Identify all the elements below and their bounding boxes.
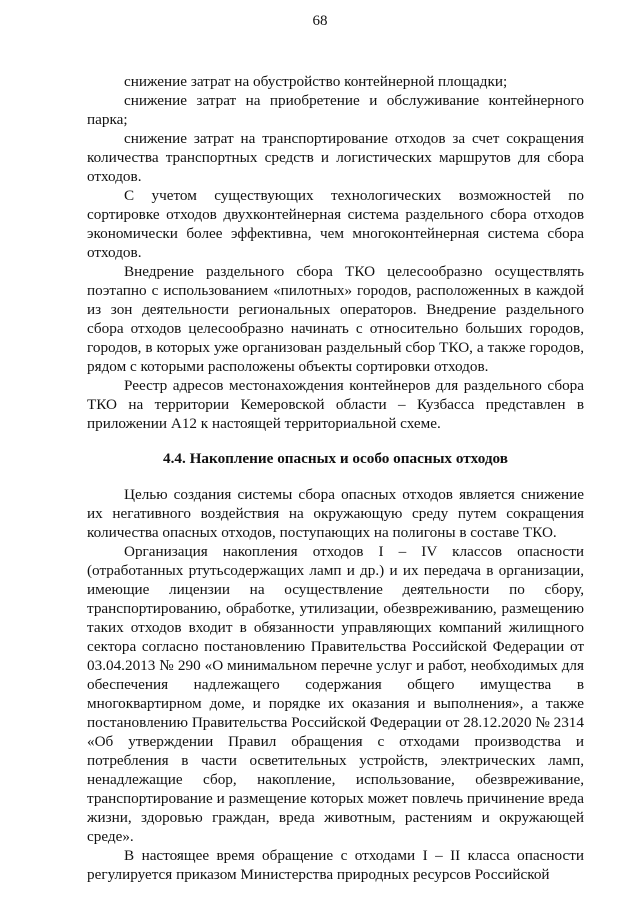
body-paragraph: снижение затрат на обустройство контейнерной площадки;: [124, 73, 508, 90]
document-body: [87, 72, 584, 884]
body-paragraph: С учетом существующих технологических возможностей по сортировке отходов двухконтейнерная система раздельного сбора отходов экономически более эффективна, чем многоконтейнерная система сбора отходов.: [87, 187, 584, 261]
body-paragraph: Реестр адресов местонахождения контейнеров для раздельного сбора ТКО на территории Кемеровской области – Кузбасса представлен в приложении А12 к настоящей территориальной схеме.: [87, 377, 584, 432]
body-paragraph: В настоящее время обращение с отходами I – II класса опасности регулируется приказом Министерства природных ресурсов Российской: [87, 847, 584, 883]
body-paragraph: Организация накопления отходов I – IV классов опасности (отработанных ртутьсодержащих ламп и др.) и их передача в организации, имеющие лицензии на осуществление деятельности по сбору, транспортированию, обработке, утилизации, обезвреживанию, размещению таких отходов входит в обязанности управляющих компаний жилищного сектора согласно постановлению Правительства Российской Федерации от 03.04.2013 № 290 «О минимальном перечне услуг и работ, необходимых для обеспечения надлежащего содержания общего имущества в многоквартирном доме, и порядке их оказания и выполнения», а также постановлению Правительства Российской Федерации от 28.12.2020 № 2314 «Об утверждении Правил обращения с отходами производства и потребления в части осветительных устройств, электрических ламп, ненадлежащие сбор, накопление, использование, обезвреживание, транспортирование и размещение которых может повлечь причинение вреда жизни, здоровью граждан, вреда животным, растениям и окружающей среде».: [87, 543, 584, 845]
body-paragraph: Целью создания системы сбора опасных отходов является снижение их негативного воздействия на окружающую среду путем сокращения количества опасных отходов, поступающих на полигоны в составе ТКО.: [87, 486, 584, 541]
body-paragraph: снижение затрат на транспортирование отходов за счет сокращения количества транспортных средств и логистических маршрутов для сбора отходов.: [87, 130, 584, 185]
section-heading: 4.4. Накопление опасных и особо опасных отходов: [163, 450, 508, 467]
body-paragraph: Внедрение раздельного сбора ТКО целесообразно осуществлять поэтапно с использованием «пилотных» городов, расположенных в каждой из зон деятельности региональных операторов. Внедрение раздельного сбора отходов целесообразно начинать с относительно больших городов, городов, в которых уже организован раздельный сбор ТКО, а также городов, рядом с которыми расположены объекты сортировки отходов.: [87, 263, 584, 375]
body-paragraph: снижение затрат на приобретение и обслуживание контейнерного парка;: [87, 92, 584, 128]
page-number: 68: [312, 13, 328, 29]
